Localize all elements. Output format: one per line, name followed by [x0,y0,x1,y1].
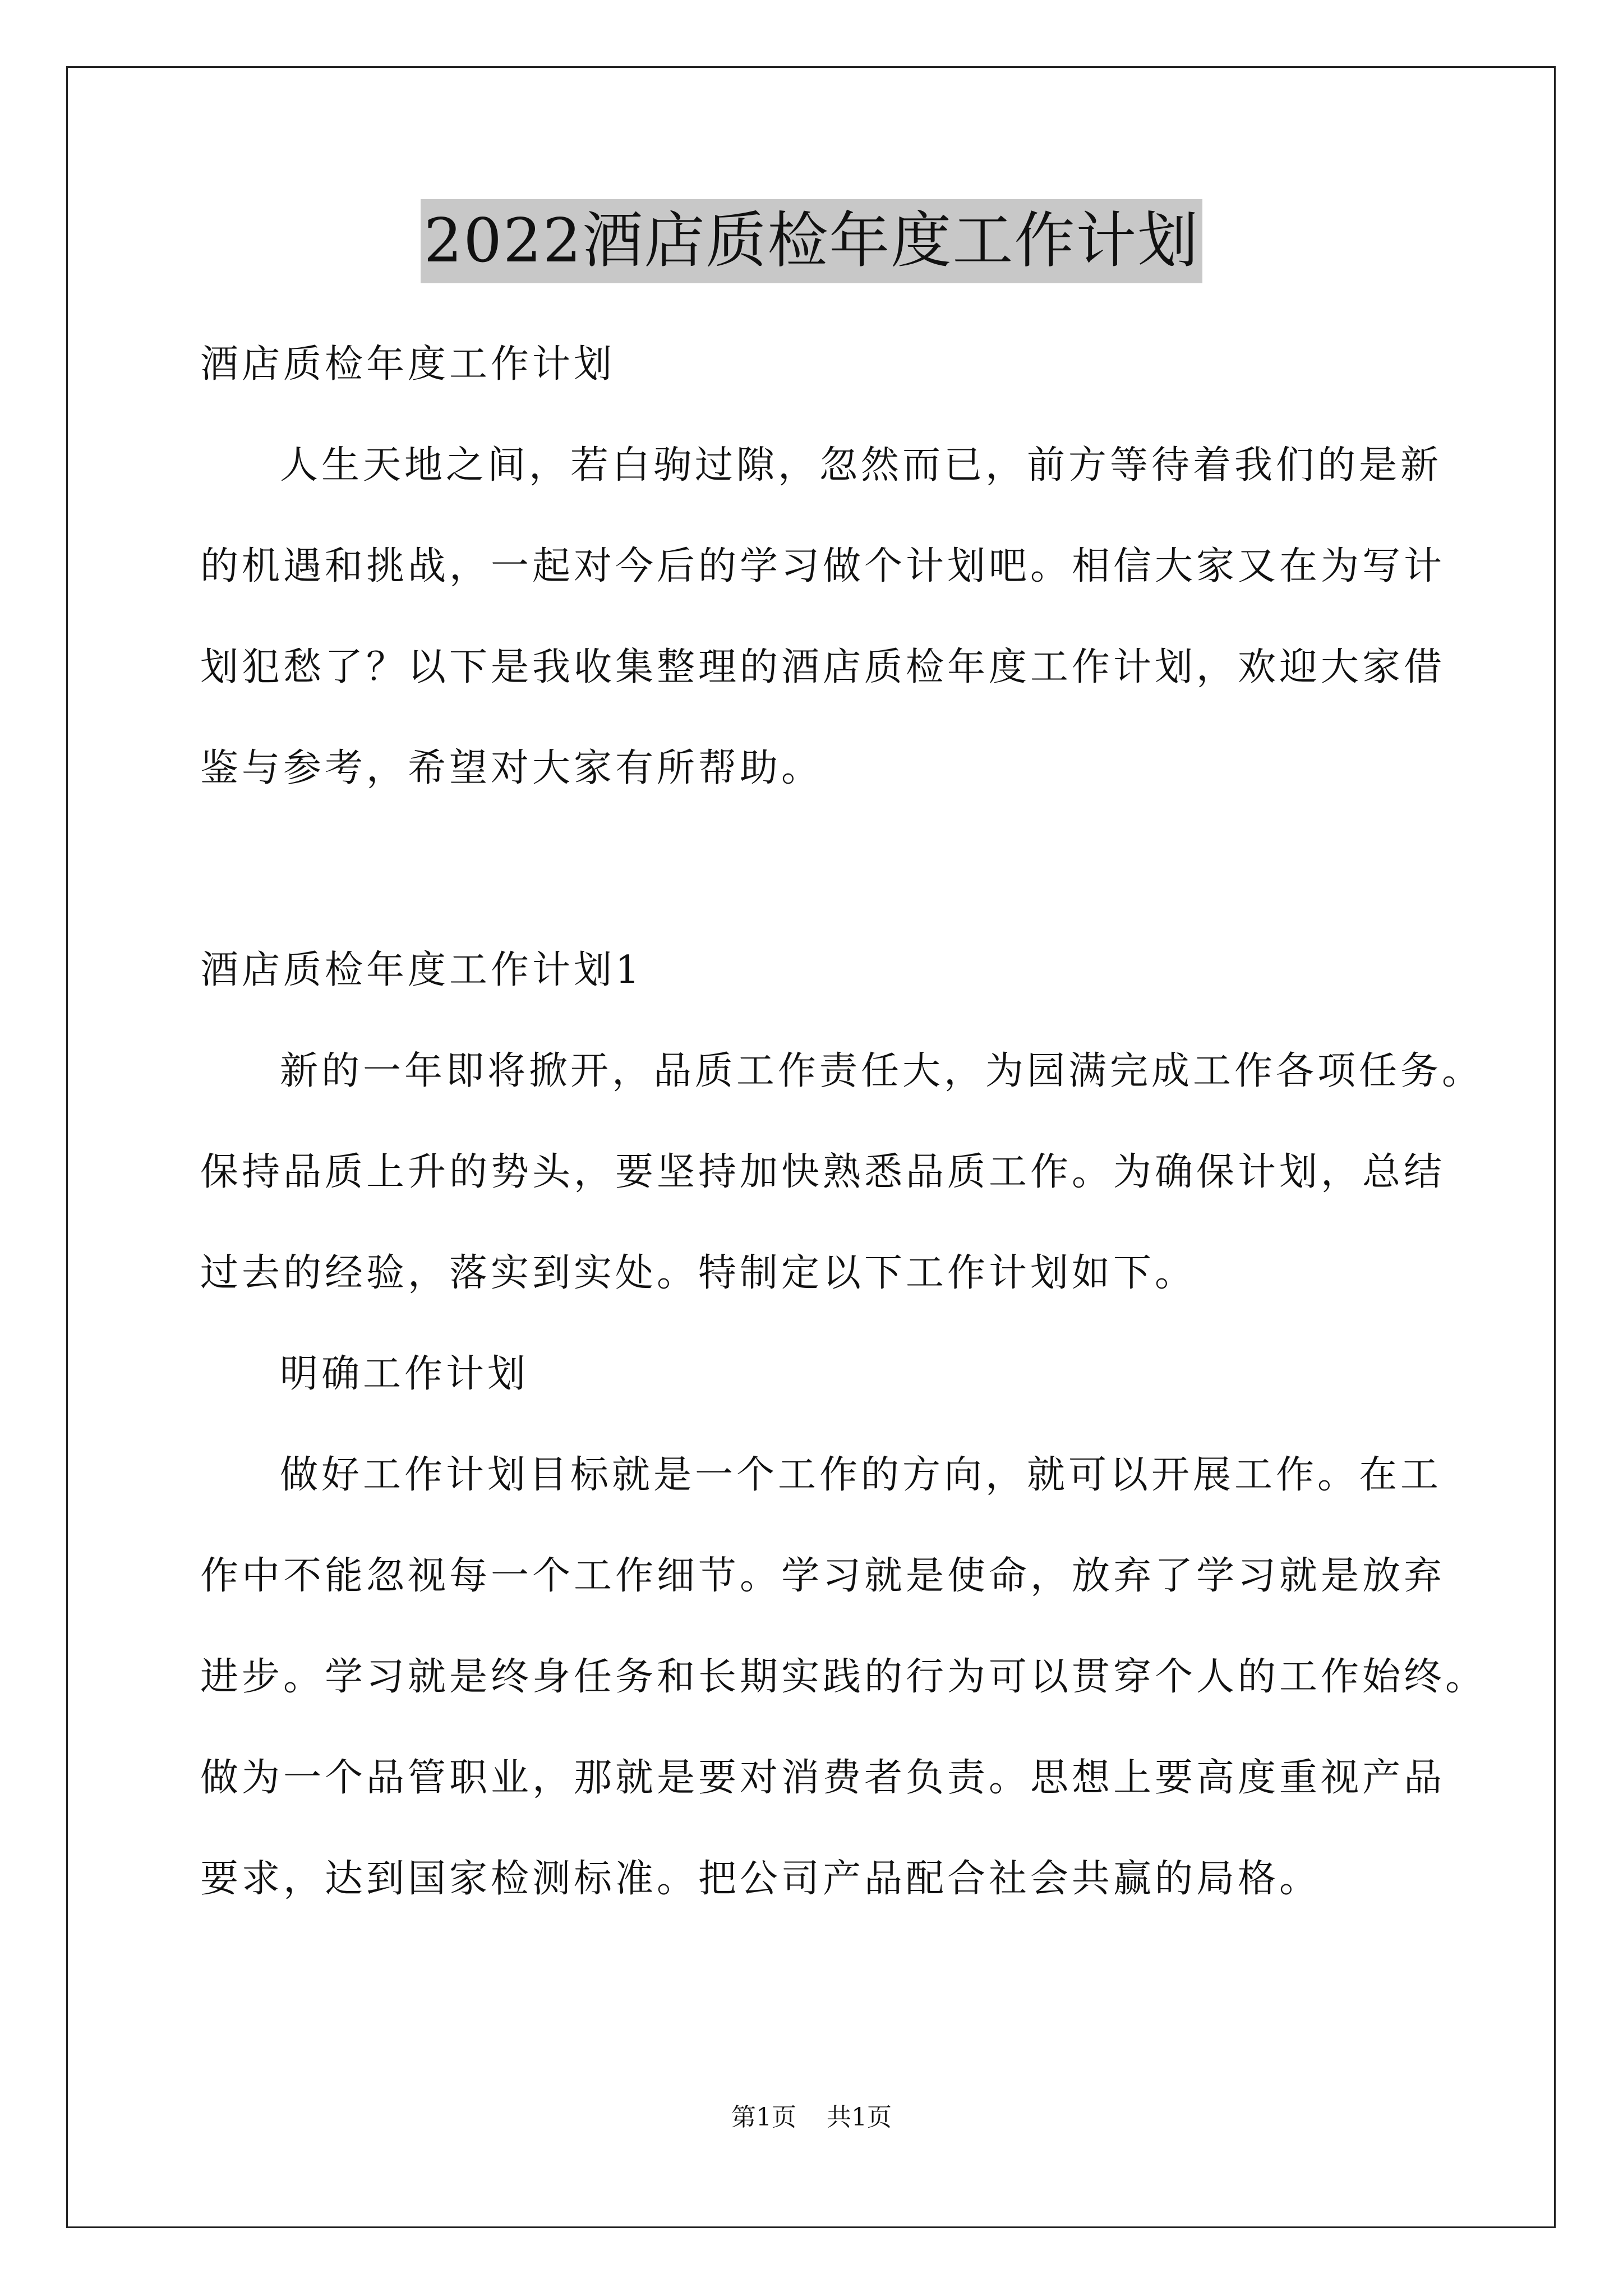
document-title: 2022酒店质检年度工作计划 [421,199,1203,283]
paragraph-line: 做好工作计划目标就是一个工作的方向，就可以开展工作。在工 [280,1453,1442,1497]
intro-line: 的机遇和挑战，一起对今后的学习做个计划吧。相信大家又在为写计 [200,544,1446,588]
document-body [200,314,1487,1930]
paragraph-line: 保持品质上升的势头，要坚持加快熟悉品质工作。为确保计划，总结 [200,1150,1446,1194]
paragraph-line: 过去的经验，落实到实处。特制定以下工作计划如下。 [200,1251,1197,1295]
paragraph-line: 新的一年即将掀开，品质工作责任大，为园满完成工作各项任务。 [280,1049,1484,1093]
paragraph-gap [200,819,1434,920]
intro-line: 划犯愁了？以下是我收集整理的酒店质检年度工作计划，欢迎大家借 [200,645,1446,689]
title-container [0,199,1623,283]
subheading: 明确工作计划 [280,1352,529,1396]
paragraph-line: 做为一个品管职业，那就是要对消费者负责。思想上要高度重视产品 [200,1756,1446,1800]
paragraph-line: 要求，达到国家检测标准。把公司产品配合社会共赢的局格。 [200,1857,1321,1901]
intro-line: 人生天地之间，若白驹过隙，忽然而已，前方等待着我们的是新 [280,443,1442,487]
paragraph-line: 作中不能忽视每一个工作细节。学习就是使命，放弃了学习就是放弃 [200,1554,1446,1598]
subtitle: 酒店质检年度工作计划 [200,342,616,386]
paragraph-line: 进步。学习就是终身任务和长期实践的行为可以贯穿个人的工作始终。 [200,1655,1487,1699]
page-number: 第1页 [731,2103,796,2132]
page-total: 共1页 [827,2103,892,2132]
section-heading: 酒店质检年度工作计划1 [200,948,643,992]
intro-line: 鉴与参考，希望对大家有所帮助。 [200,746,823,790]
page-footer [0,2101,1623,2134]
